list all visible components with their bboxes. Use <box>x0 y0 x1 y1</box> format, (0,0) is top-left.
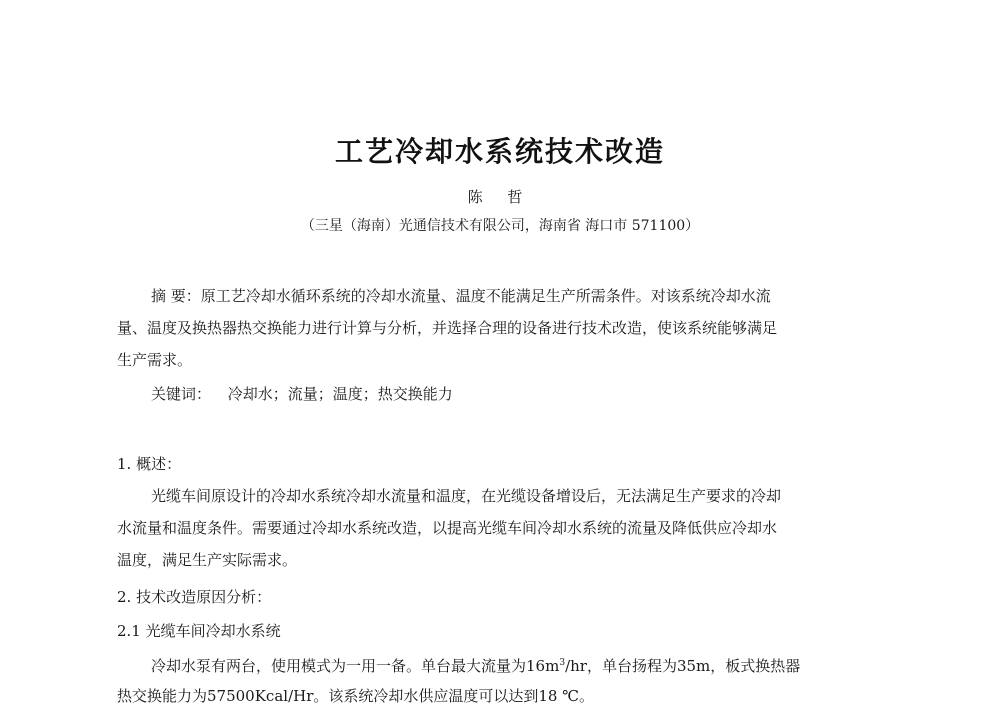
section-2-1-line-2: 热交换能力为57500Kcal/Hr。该系统冷却水供应温度可以达到18 ℃。 <box>117 687 595 705</box>
abstract-line-3: 生产需求。 <box>117 351 193 369</box>
keywords-text: 冷却水；流量；温度；热交换能力 <box>227 385 453 403</box>
section-2-heading: 2. 技术改造原因分析： <box>117 588 272 606</box>
section-2-1-heading: 2.1 光缆车间冷却水系统 <box>117 622 281 640</box>
pump-text-a: 冷却水泵有两台，使用模式为一用一备。单台最大流量为16m <box>151 657 560 675</box>
section-1-line-2: 水流量和温度条件。需要通过冷却水系统改造，以提高光缆车间冷却水系统的流量及降低供应冷却水 <box>117 519 778 537</box>
paper-title: 工艺冷却水系统技术改造 <box>334 135 665 168</box>
abstract-text: 原工艺冷却水循环系统的冷却水流量、温度不能满足生产所需条件。对该系统冷却水流 <box>200 287 771 305</box>
section-1-heading: 1. 概述： <box>117 455 182 473</box>
section-1-line-1: 光缆车间原设计的冷却水系统冷却水流量和温度，在光缆设备增设后，无法满足生产要求的冷却 <box>151 487 782 505</box>
keywords-label: 关键词： <box>151 385 212 403</box>
abstract-line-2: 量、温度及换热器热交换能力进行计算与分析，并选择合理的设备进行技术改造，使该系统能够满足 <box>117 319 778 337</box>
section-1-line-3: 温度，满足生产实际需求。 <box>117 551 298 569</box>
abstract-label: 摘 要： <box>151 287 201 305</box>
pump-text-b: /hr，单台扬程为35m，板式换热器 <box>565 657 801 675</box>
author-affiliation: （三星（海南）光通信技术有限公司，海南省 海口市 571100） <box>300 218 700 234</box>
abstract-line-1 <box>151 286 771 306</box>
author-name: 陈 哲 <box>467 188 533 206</box>
section-2-1-line-1 <box>151 653 800 676</box>
cubic-superscript: 3 <box>559 658 566 668</box>
keywords-line <box>151 384 453 404</box>
